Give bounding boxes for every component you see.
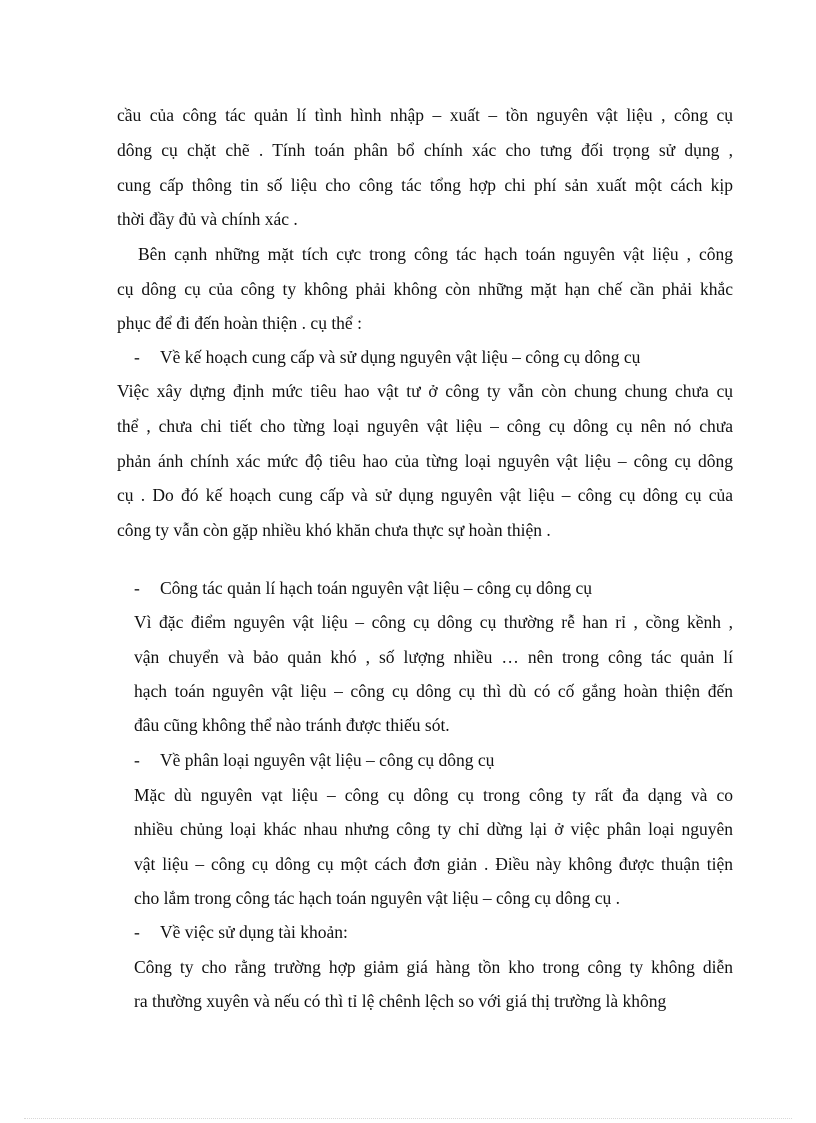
paragraph-line: Bên cạnh những mặt tích cực trong công tác hạch toán nguyên vật liệu , công [138, 244, 733, 264]
paragraph-line: cầu của công tác quản lí tình hình nhập – xuất – tồn nguyên vật liệu , công cụ [117, 105, 733, 125]
bullet-heading: Về phân loại nguyên vật liệu – công cụ dông cụ [160, 750, 495, 770]
paragraph-line: cung cấp thông tin số liệu cho công tác tổng hợp chi phí sản xuất một cách kịp [117, 175, 733, 195]
bullet-heading: Về việc sử dụng tài khoản: [160, 922, 348, 942]
bullet-dash: - [134, 922, 140, 942]
paragraph-line: ra thường xuyên và nếu có thì tỉ lệ chênh lệch so với giá thị trường là không [134, 991, 667, 1011]
paragraph-line: hạch toán nguyên vật liệu – công cụ dông cụ thì dù có cố gắng hoàn thiện đến [134, 681, 733, 701]
paragraph-line: Mặc dù nguyên vạt liệu – công cụ dông cụ trong công ty rất đa dạng và co [134, 785, 733, 805]
paragraph-line: dông cụ chặt chẽ . Tính toán phân bổ chính xác cho tưng đối trọng sử dụng , [117, 140, 733, 160]
paragraph-line: công ty vẫn còn gặp nhiều khó khăn chưa thực sự hoàn thiện . [117, 520, 551, 540]
page-footer-divider [24, 1118, 792, 1119]
bullet-heading: Công tác quản lí hạch toán nguyên vật liệu – công cụ dông cụ [160, 578, 593, 598]
bullet-dash: - [134, 578, 140, 598]
paragraph-line: cụ . Do đó kế hoạch cung cấp và sử dụng nguyên vật liệu – công cụ dông cụ của [117, 485, 733, 505]
paragraph-line: cho lắm trong công tác hạch toán nguyên vật liệu – công cụ dông cụ . [134, 888, 620, 908]
paragraph-line: phản ánh chính xác mức độ tiêu hao của từng loại nguyên vật liệu – công cụ dông [117, 451, 733, 471]
paragraph-line: đâu cũng không thể nào tránh được thiếu sót. [134, 715, 450, 735]
paragraph-line: thời đầy đủ và chính xác . [117, 209, 298, 229]
paragraph-line: cụ dông cụ của công ty không phải không còn những mặt hạn chế cần phải khắc [117, 279, 733, 299]
paragraph-line: Vì đặc điểm nguyên vật liệu – công cụ dông cụ thường rễ han rỉ , cồng kềnh , [134, 612, 733, 632]
paragraph-line: phục để đi đến hoàn thiện . cụ thể : [117, 313, 362, 333]
paragraph-line: nhiều chủng loại khác nhau nhưng công ty chỉ dừng lại ở việc phân loại nguyên [134, 819, 733, 839]
bullet-dash: - [134, 347, 140, 367]
paragraph-line: vận chuyển và bảo quản khó , số lượng nhiều … nên trong công tác quản lí [134, 647, 733, 667]
paragraph-line: Việc xây dựng định mức tiêu hao vật tư ở công ty vẫn còn chung chung chưa cụ [117, 381, 733, 401]
paragraph-line: Công ty cho rằng trường hợp giảm giá hàng tồn kho trong công ty không diễn [134, 957, 733, 977]
paragraph-line: vật liệu – công cụ dông cụ một cách đơn giản . Điều này không được thuận tiện [134, 854, 733, 874]
bullet-heading: Về kế hoạch cung cấp và sử dụng nguyên vật liệu – công cụ dông cụ [160, 347, 641, 367]
bullet-dash: - [134, 750, 140, 770]
paragraph-line: thể , chưa chi tiết cho từng loại nguyên vật liệu – công cụ dông cụ nên nó chưa [117, 416, 733, 436]
